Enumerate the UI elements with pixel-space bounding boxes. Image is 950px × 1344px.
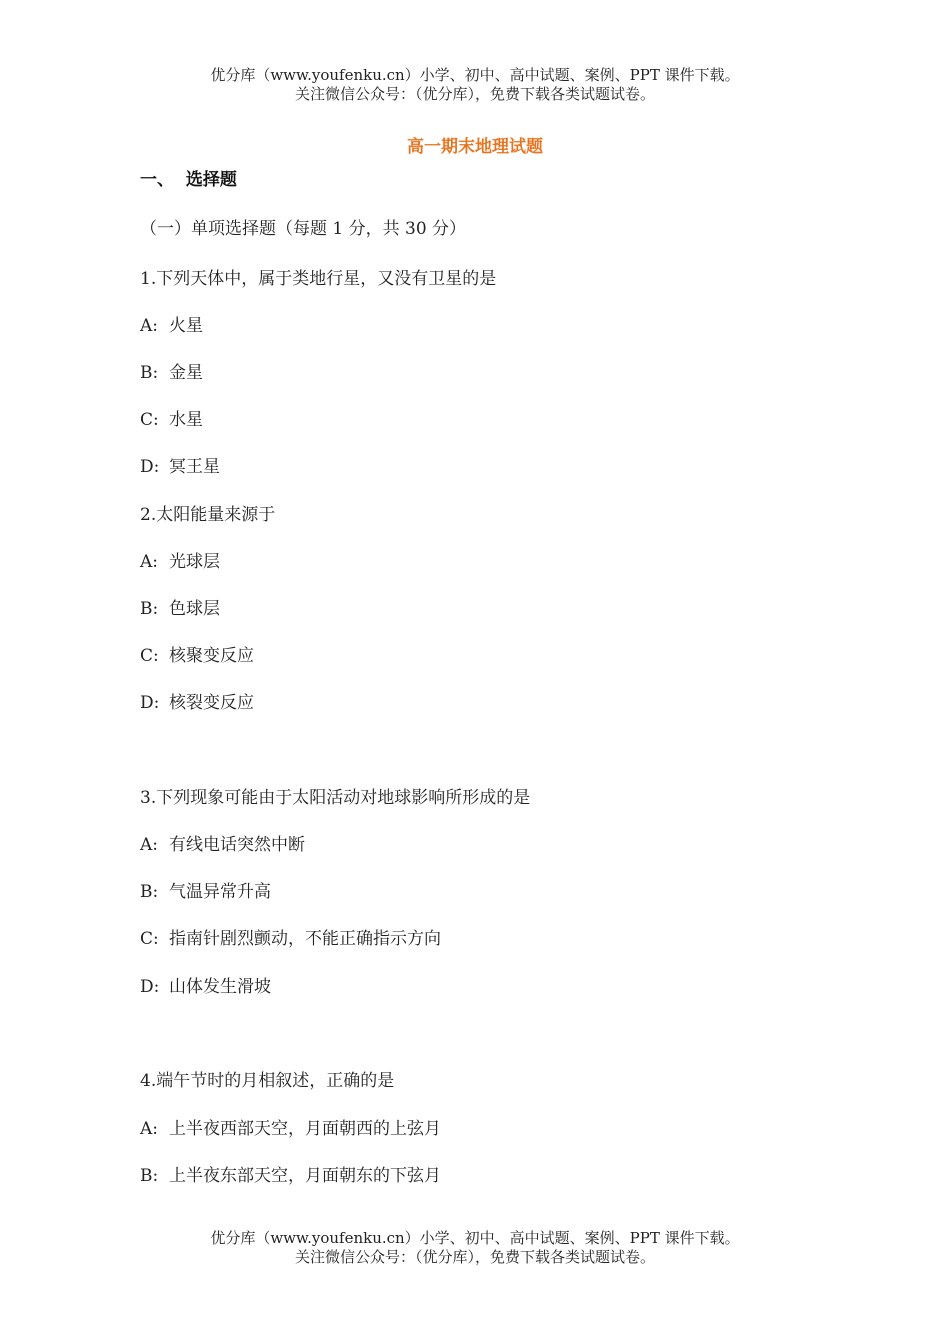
option-text: 水星: [169, 410, 203, 430]
question-4-option-a: [140, 1114, 441, 1139]
question-3-option-b: [140, 877, 271, 902]
option-text: 山体发生滑坡: [169, 977, 271, 997]
question-2-option-c: [140, 641, 254, 666]
option-text: 核聚变反应: [169, 646, 254, 666]
question-1-option-b: [140, 358, 203, 383]
option-letter: A:: [140, 1119, 159, 1139]
option-letter: D:: [140, 693, 160, 713]
option-letter: B:: [140, 363, 159, 383]
question-stem-2: 2.太阳能量来源于: [140, 505, 276, 525]
question-2-option-a: [140, 547, 220, 572]
document-title: 高一期末地理试题: [407, 137, 543, 157]
header-line-2: 关注微信公众号：（优分库），免费下载各类试题试卷。: [294, 85, 655, 103]
option-letter: B:: [140, 1166, 159, 1186]
question-stem-1: 1.下列天体中，属于类地行星，又没有卫星的是: [140, 269, 497, 289]
option-letter: C:: [140, 929, 159, 949]
subsection-heading: （一）单项选择题（每题 1 分，共 30 分）: [140, 219, 467, 239]
question-stem-3: 3.下列现象可能由于太阳活动对地球影响所形成的是: [140, 788, 531, 808]
question-1-option-a: [140, 311, 203, 336]
footer-line-2: 关注微信公众号：（优分库），免费下载各类试题试卷。: [294, 1248, 655, 1266]
option-letter: C:: [140, 646, 159, 666]
option-text: 金星: [169, 363, 203, 383]
option-letter: D:: [140, 977, 160, 997]
option-letter: A:: [140, 316, 159, 336]
question-3-option-c: [140, 924, 441, 949]
option-letter: A:: [140, 835, 159, 855]
option-text: 核裂变反应: [169, 693, 254, 713]
question-2-option-b: [140, 594, 220, 619]
question-4-option-b: [140, 1161, 441, 1186]
header-line-1: 优分库（www.youfenku.cn）小学、初中、高中试题、案例、PPT 课件下载。: [210, 66, 740, 84]
question-1-option-c: [140, 405, 203, 430]
option-letter: D:: [140, 457, 160, 477]
question-2-option-d: [140, 688, 254, 713]
option-letter: A:: [140, 552, 159, 572]
footer-line-1: 优分库（www.youfenku.cn）小学、初中、高中试题、案例、PPT 课件下载。: [210, 1229, 740, 1247]
page-footer: [0, 1229, 950, 1267]
option-letter: B:: [140, 599, 159, 619]
question-stem-4: 4.端午节时的月相叙述，正确的是: [140, 1071, 395, 1091]
question-1-option-d: [140, 452, 220, 477]
option-letter: C:: [140, 410, 159, 430]
question-3-option-d: [140, 972, 271, 997]
question-3-option-a: [140, 830, 305, 855]
option-text: 冥王星: [169, 457, 220, 477]
option-text: 火星: [169, 316, 203, 336]
option-text: 色球层: [169, 599, 220, 619]
option-letter: B:: [140, 882, 159, 902]
option-text: 上半夜东部天空，月面朝东的下弦月: [169, 1166, 441, 1186]
option-text: 气温异常升高: [169, 882, 271, 902]
option-text: 有线电话突然中断: [169, 835, 305, 855]
option-text: 指南针剧烈颤动，不能正确指示方向: [169, 929, 441, 949]
option-text: 上半夜西部天空，月面朝西的上弦月: [169, 1119, 441, 1139]
section-heading: 一、 选择题: [140, 170, 237, 190]
option-text: 光球层: [169, 552, 220, 572]
page-header: [0, 66, 950, 104]
